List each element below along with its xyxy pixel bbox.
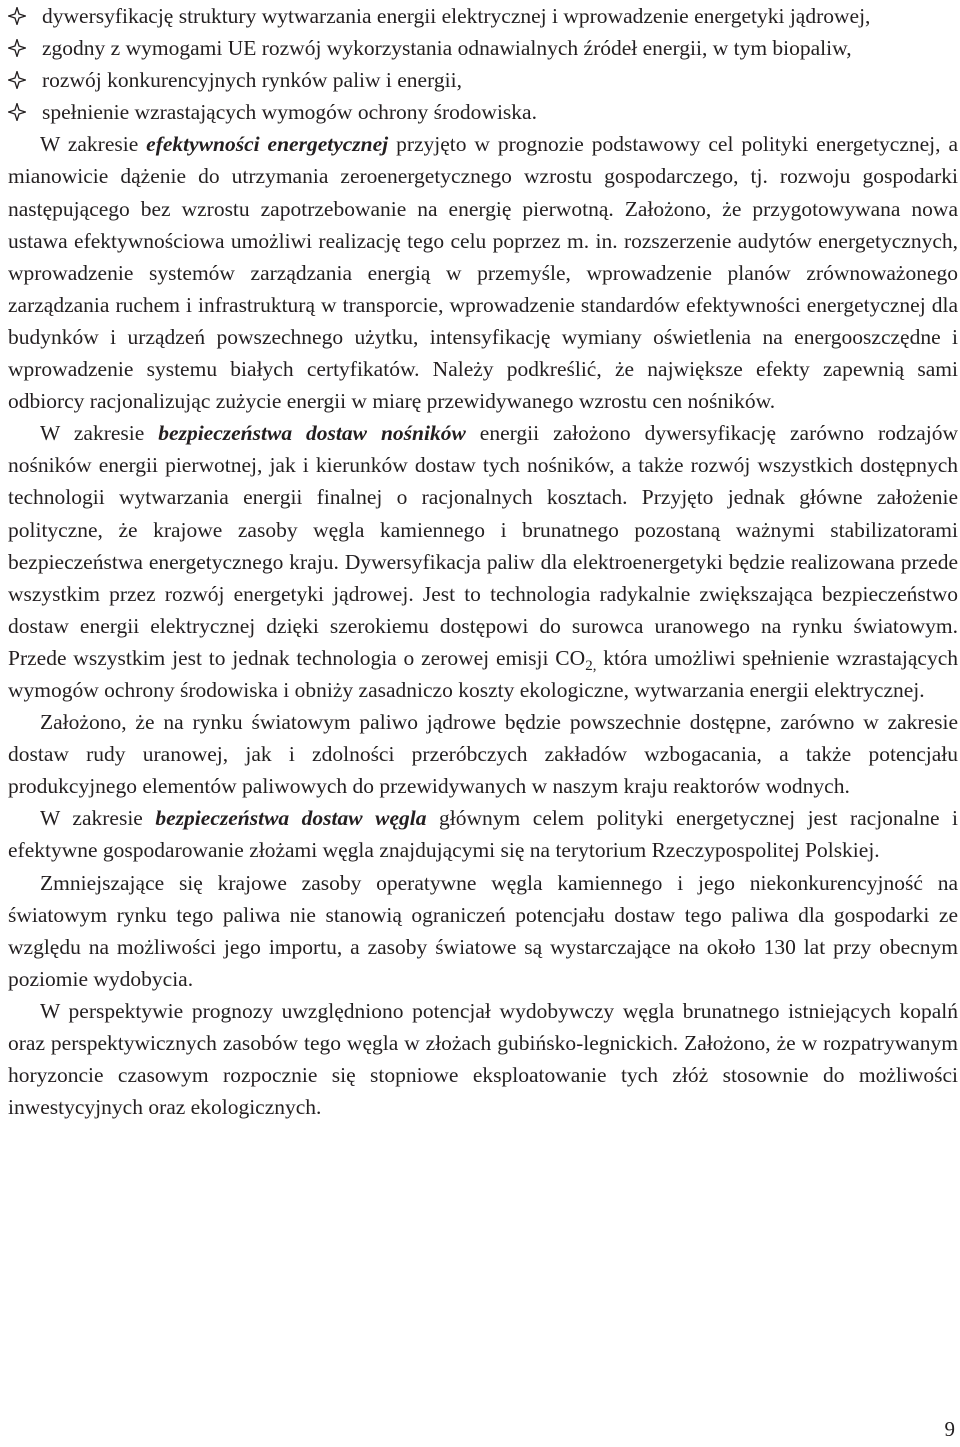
paragraph-energy-efficiency: W zakresie efektywności energetycznej przyjęto w prognozie podstawowy cel polityki energetycznej, a mianowicie dążenie do utrzymania zeroenergetycznego wzrostu gospodarczego, tj. rozwoju gospodarki następującego bez wzrostu zapotrzebowanie na energię pierwotną. Założono, że przygotowywana nowa ustawa efektywnościowa umożliwi realizację tego celu poprzez m. in. rozszerzenie audytów energetycznych, wprowadzenie systemów zarządzania energią w przemyśle, wprowadzenie planów zrównoważonego zarządzania ruchem i infrastrukturą w transporcie, wprowadzenie standardów efektywności energetycznej dla budynków i urządzeń powszechnego użytku, intensyfikację wymiany oświetlenia na energooszczędne i wprowadzenie systemu białych certyfikatów. Należy podkreślić, że największe efekty zapewnią sami odbiorcy racjonalizując zużycie energii w miarę przewidywanego wzrostu cen nośników. bbox=[8, 132, 958, 414]
paragraph-coal-security: W zakresie bezpieczeństwa dostaw węgla głównym celem polityki energetycznej jest racjonalne i efektywne gospodarowanie złożami węgla znajdującymi się na terytorium Rzeczypospolitej Polskiej. bbox=[8, 806, 958, 863]
four-point-star-outline-icon bbox=[8, 103, 26, 121]
list-item-text: zgodny z wymogami UE rozwój wykorzystania odnawialnych źródeł energii, w tym biopaliw, bbox=[42, 36, 852, 61]
document-page bbox=[8, 0, 958, 1447]
objectives-list bbox=[8, 0, 958, 128]
paragraph-hard-coal-resources: Zmniejszające się krajowe zasoby operatywne węgla kamiennego i jego niekonkurencyjność na światowym rynku tego paliwa nie stanowią ograniczeń potencjału dostaw tego paliwa dla gospodarki ze względu na możliwości jego importu, a zasoby światowe są wystarczające na około 130 lat przy obecnym poziomie wydobycia. bbox=[8, 870, 958, 991]
list-item-text: dywersyfikację struktury wytwarzania energii elektrycznej i wprowadzenie energetyki jądrowej, bbox=[42, 4, 871, 28]
list-item bbox=[8, 96, 958, 128]
co2-subscript: 2, bbox=[585, 657, 597, 674]
emphasized-term: efektywności energetycznej bbox=[146, 132, 389, 157]
four-point-star-outline-icon bbox=[8, 7, 26, 25]
emphasized-term: bezpieczeństwa dostaw węgla bbox=[155, 806, 427, 831]
list-item bbox=[8, 64, 958, 96]
four-point-star-outline-icon bbox=[8, 71, 26, 89]
paragraph-energy-carriers-security: W zakresie bezpieczeństwa dostaw nośników energii założono dywersyfikację zarówno rodzajów nośników energii pierwotnej, jak i kierunków dostaw tych nośników, a także rozwój wszystkich dostępnych technologii wytwarzania energii finalnej o racjonalnych kosztach. Przyjęto jednak główne założenie polityczne, że krajowe zasoby węgla kamiennego i brunatnego pozostaną ważnymi stabilizatorami bezpieczeństwa energetycznego kraju. Dywersyfikacja paliw dla elektroenergetyki będzie realizowana przede wszystkim przez rozwój energetyki jądrowej. Jest to technologia radykalnie zwiększająca bezpieczeństwo dostaw energii elektrycznej dzięki szerokiemu dostępowi do surowca uranowego na rynku światowym. Przede wszystkim jest to jednak technologia o zerowej emisji $CO_{2,}$ która umożliwi spełnienie wzrastających wymogów ochrony środowiska i obniży zasadniczo koszty ekologiczne, wytwarzania energii elektrycznej. bbox=[8, 421, 958, 702]
page-number: 9 bbox=[944, 1417, 955, 1441]
paragraph-nuclear-fuel: Założono, że na rynku światowym paliwo jądrowe będzie powszechnie dostępne, zarówno w zakresie dostaw rudy uranowej, jak i zdolności przeróbczych zakładów wzbogacania, a także potencjału produkcyjnego elementów paliwowych do przewidywanych w naszym kraju reaktorów wodnych. bbox=[8, 710, 958, 799]
emphasized-term: bezpieczeństwa dostaw nośników bbox=[158, 421, 466, 446]
paragraph-lignite-potential: W perspektywie prognozy uwzględniono potencjał wydobywczy węgla brunatnego istniejących kopalń oraz perspektywicznych zasobów tego węgla w złożach gubińsko-legnickich. Założono, że w rozpatrywanym horyzoncie czasowym rozpocznie się stopniowe eksploatowanie tych złóż stosownie do możliwości inwestycyjnych oraz ekologicznych. bbox=[8, 998, 958, 1120]
list-item bbox=[8, 32, 958, 64]
four-point-star-outline-icon bbox=[8, 39, 26, 57]
list-item bbox=[8, 0, 958, 32]
list-item-text: spełnienie wzrastających wymogów ochrony środowiska. bbox=[42, 100, 537, 125]
list-item-text: rozwój konkurencyjnych rynków paliw i energii, bbox=[42, 68, 462, 93]
